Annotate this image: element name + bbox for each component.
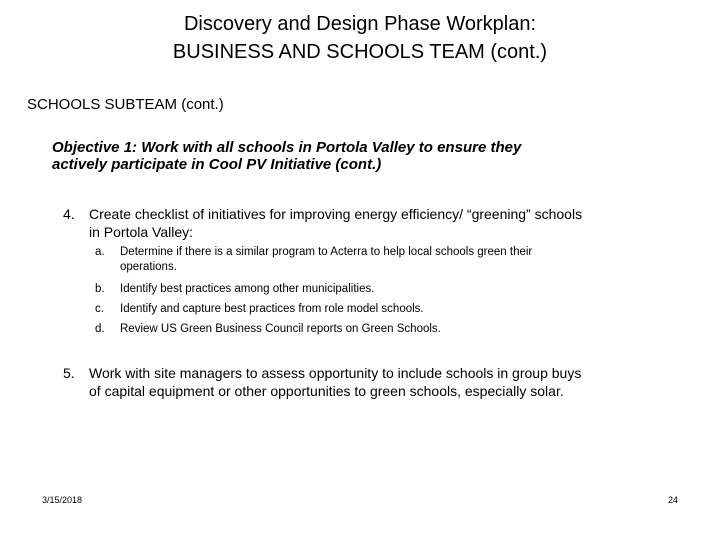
list-item-line-1: Work with site managers to assess opportunity to include schools in group buys xyxy=(89,365,582,381)
list-item-5 xyxy=(63,364,683,400)
sub-item-c xyxy=(95,302,665,317)
objective-heading xyxy=(52,139,672,173)
list-item-text xyxy=(89,205,683,241)
list-item-line-2: in Portola Valley: xyxy=(89,224,194,240)
list-item-text xyxy=(89,364,683,400)
footer-page-number: 24 xyxy=(667,495,678,505)
list-item-line-1: Create checklist of initiatives for improving energy efficiency/ “greening” schools xyxy=(89,206,583,222)
slide-title-line-2: BUSINESS AND SCHOOLS TEAM (cont.) xyxy=(172,41,548,63)
sub-item-b xyxy=(95,282,665,297)
list-item-4 xyxy=(63,205,683,241)
sub-item-text: Review US Green Business Council reports on Green Schools. xyxy=(120,323,441,335)
sub-item-text: Identify and capture best practices from role model schools. xyxy=(120,303,424,315)
sub-item-a xyxy=(95,245,665,274)
objective-line-1: Objective 1: Work with all schools in Portola Valley to ensure they xyxy=(52,139,522,156)
sub-item-letter: c. xyxy=(95,303,104,315)
sub-item-text xyxy=(120,245,665,274)
sub-item-line-1: Determine if there is a similar program to Acterra to help local schools green their xyxy=(120,246,533,258)
sub-item-letter: b. xyxy=(95,283,105,295)
slide-title xyxy=(0,10,720,66)
subteam-heading: SCHOOLS SUBTEAM (cont.) xyxy=(27,96,224,113)
list-item-number: 5. xyxy=(63,365,75,381)
list-item-number: 4. xyxy=(63,206,75,222)
sub-item-letter: d. xyxy=(95,323,105,335)
sub-item-text: Identify best practices among other municipalities. xyxy=(120,283,375,295)
footer-date: 3/15/2018 xyxy=(42,495,83,505)
sub-item-line-2: operations. xyxy=(120,260,177,273)
objective-line-2: actively participate in Cool PV Initiative (cont.) xyxy=(52,156,382,173)
sub-item-d xyxy=(95,322,665,337)
list-item-line-2: of capital equipment or other opportunities to green schools, especially solar. xyxy=(89,383,564,399)
sub-item-letter: a. xyxy=(95,246,105,258)
slide-title-line-1: Discovery and Design Phase Workplan: xyxy=(183,13,537,35)
